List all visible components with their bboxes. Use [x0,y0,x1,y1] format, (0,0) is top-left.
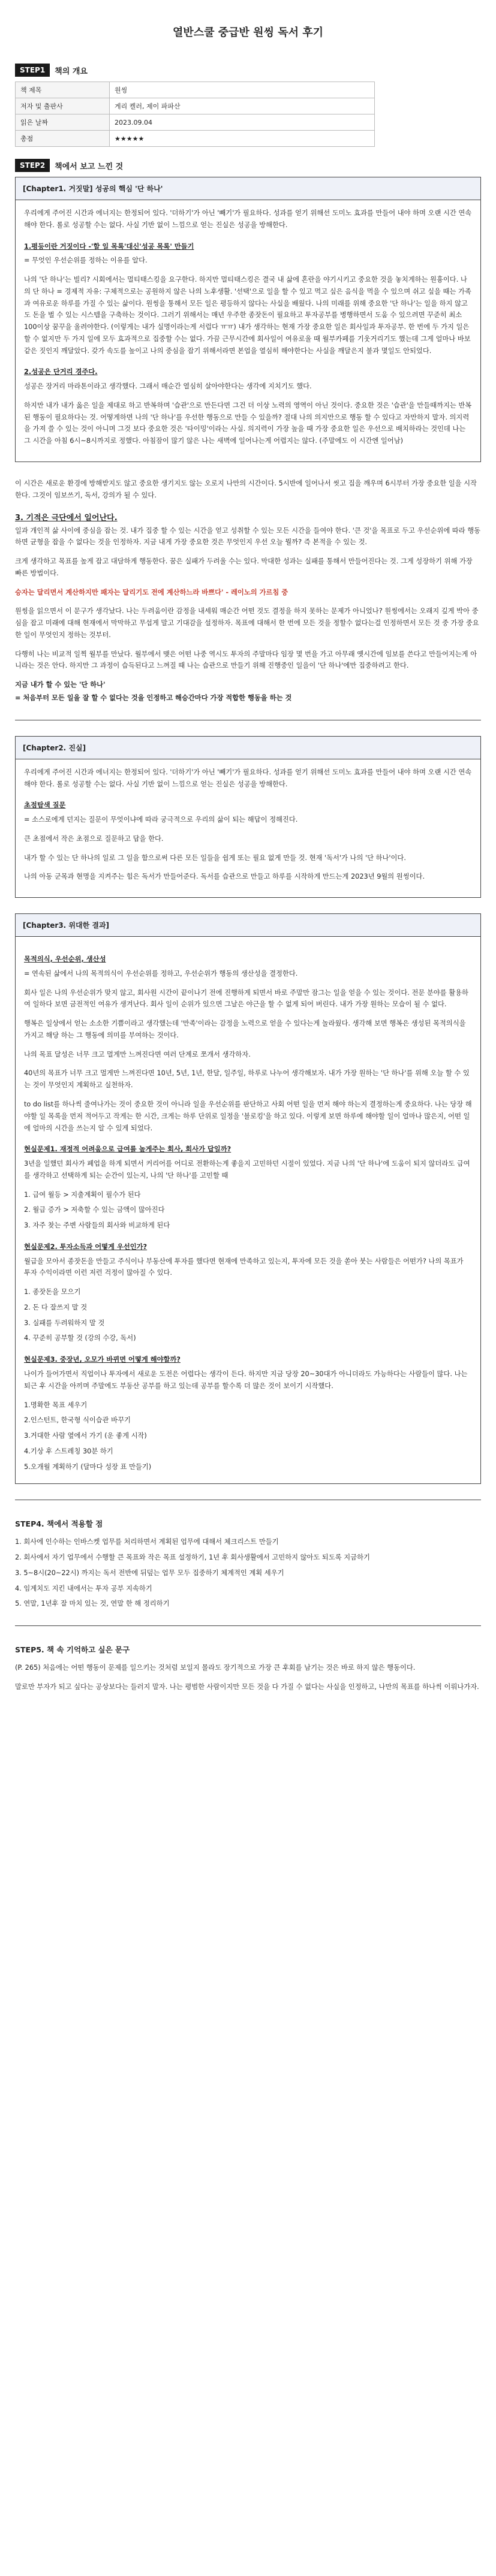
chapter3-body [16,937,480,1483]
list-item: 2. 돈 다 잘쓰지 말 것 [24,1303,88,1311]
section-title: 현실문제3. 중장년, 오모가 바뀌면 어떻게 해야할까? [24,1356,181,1364]
paragraph: 우리에게 주어진 시간과 에너지는 한정되어 있다. '더하기'가 아닌 '빼기'가 필요하다. 성과를 얻기 위해선 도미노 효과를 만들어 내야 하며 오랜 시간 연속해야 한다. 롤로 성공할 수는 없다. 사실 기반 없이 느낌으로 얻는 진실은 성공을 방해한다. [24,768,472,788]
info-key: 책 제목 [16,82,110,98]
divider [15,1625,481,1626]
list-item: 4. 꾸준히 공부할 것 (강의 수강, 독서) [24,1334,136,1343]
key-quote-title: 지금 내가 할 수 있는 '단 하나' [15,681,106,689]
section-title: 현실문제2. 투자소득과 어떻게 우선인가? [24,1242,148,1251]
list-item: 3.거대한 사람 옆에서 가기 (운 좋게 시작) [24,1432,147,1440]
page [15,0,481,1718]
list-item: 4.기상 후 스트레칭 30분 하기 [24,1447,113,1455]
paragraph: 나의 아동 군목과 현명을 지켜주는 힘은 독서가 만들어준다. 독서를 습관으로 만들고 하루를 시작하게 만드는게 2023년 9월의 원씽이다. [24,873,425,881]
step1-title: 책의 개요 [55,67,88,76]
paragraph: 행복은 일상에서 얻는 소소한 기쁨이라고 생각했는데 '만족'이라는 감정을 노력으로 얻을 수 있다는게 놀라웠다. 생각해 보면 행복은 생성된 목적의식을 가지고 해당 하는 그 행동에 의미를 부여하는 것이다. [24,1019,466,1039]
section-title: 1.평등이란 거짓이다 -'할 일 목록'대신'성공 목록' 만들기 [24,242,194,251]
chapter3-heading: [Chapter3. 위대한 결과] [16,914,480,937]
section-title: 목적의식, 우선순위, 생산성 [24,955,106,964]
paragraph: 다행히 나는 비교적 일찍 월부를 만났다. 월부에서 맺은 어떤 나중 역시도 투자의 주말마다 임장 몇 번을 가고 아무래 옛시간에 임보를 쓴다고 만들어지는게 아니라는 것은 안다. 하지만 그 과정이 습득된다고 느껴질 때 나는 습관으로 만들기 위해 진행중인 일을이 '단 하나'에만 집중하려고 한다. [15,650,477,670]
info-value: 원씽 [110,82,375,98]
step2-badge: STEP2 [15,159,50,172]
closing-paragraph: 말로만 부자가 되고 싶다는 공상보다는 들러지 말자. 나는 평범한 사람이지만 모든 것을 다 가질 수 없다는 사실을 인정하고, 나만의 목표를 하나씩 이뤄나가자. [15,1682,479,1691]
paragraph: 나의 '단 하나'는 빌리? 시회에서는 멀티태스킹을 요구한다. 하지만 멀티태스킹은 결국 내 삶에 혼란을 야기시키고 중요한 것을 놓치게하는 원흉이다. 나의 단 하나 = 경제적 자유: 구체적으로는 공원하지 않은 나의 노후생활. '선택'으로 일을 할 수 있고 먹고 싶은 음식을 먹을 수 있으며 쉬고 싶을 때는 가족과 여유로운 하루를 가질 수 있는 삶이다. 원씽을 통해서 모든 일은 평등하지 않다는 사실을 배웠다. 나의 미래를 위해 중요한 '단 하나'는 일을 하지 않고도 돈을 벌 수 있는 시스템을 구축하는 것이다. 그러기 위해서는 매년 우주한 종잣돈이 필요하고 투자공부를 병행하면서 도움 수 있으려면 꾸준히 최소 100이상 꿈꾸을 올려야한다. (이렇게는 내가 실명이라는게 서럽다 ㅠㅠ) 내가 생각하는 현재 가장 중요한 일은 회사일과 투자공부. 한 번에 두 가지 일은 할 수 없지만 두 가지 일에 모두 효과적으로 집중할 수는 없다. 가끔 근무시간에 회사일이 여유로울 때 월부카페를 기웃거리기도 했는데 그게 얼마나 바보같은 짓인지 깨달았다. 갖가 속도를 높이고 나의 중심을 잡기 위해서라면 본업을 열심히 해야한다는 사실을 깨달은지 불과 몇일도 안되었다. [24,276,471,355]
paragraph: 크게 생각하고 목표를 높게 잡고 대담하게 행동한다. 꿈은 실패가 두려울 수는 있다. 막대한 성과는 실패를 통해서 만들어진다는 것. 그게 성장하기 위해 가장 빠른 방법이다. [15,557,473,577]
chapter1-heading: [Chapter1. 거짓말] 성공의 핵심 '단 하나' [16,177,480,200]
step5-title: STEP5. 책 속 기억하고 싶은 문구 [15,1645,130,1655]
table-row [16,114,375,131]
list-item: 2. 월급 증가 > 저축할 수 있는 금액이 많아진다 [24,1206,165,1214]
list-item: 2. 회사에서 자기 업무에서 수행할 큰 목표와 작은 목표 설정하기, 1년 후 회사생활에서 고민하지 않아도 되도록 지금하기 [15,1554,370,1562]
list-item: 2.인스턴트, 한국형 식이습관 바꾸기 [24,1416,131,1425]
list-item: 3. 실패를 두려워하지 말 것 [24,1319,105,1327]
paragraph: 이 시간은 새로운 환경에 방해받지도 않고 중요한 생기지도 않는 오로지 나만의 시간이다. 5시반에 일어나서 씻고 집을 깨우며 6시부터 가장 중요한 일을 시작한다. 그것이 임보쓰기, 독서, 강의가 될 수 있다. [15,479,477,499]
paragraph: 나의 목표 달성은 너무 크고 멀게만 느껴진다면 여러 단계로 쪼개서 생각하자. [24,1050,251,1058]
info-key: 저자 및 출판사 [16,98,110,114]
quote-paragraph: (P. 265) 처음에는 어떤 행동이 문제를 일으키는 것처럼 보일지 몰라도 장기적으로 가장 큰 후회를 남기는 것은 바로 하지 않은 행동이다. [15,1664,416,1672]
list-item: 1. 회사에 인수하는 인바스켓 업무를 처리하면서 계획된 업무에 대해서 체크리스트 만들기 [15,1538,279,1546]
chapter2-heading: [Chapter2. 진실] [16,737,480,759]
info-key: 읽은 날짜 [16,114,110,131]
paragraph: 40년의 목표가 너무 크고 멀게만 느껴진다면 10년, 5년, 1년, 한달, 일주일, 하루로 나누어 생각해보자. 내가 가장 원하는 '단 하나'를 위해 오늘 할 수 있는 것이 무엇인지 계획하고 실천하자. [24,1069,470,1090]
section-title: 2.성공은 단거리 경주다. [24,368,98,376]
paragraph: 성공은 장거리 마라톤이라고 생각했다. 그래서 매순간 열심히 살아야한다는 생각에 지치기도 했다. [24,382,312,391]
section-title: 초점탐색 질문 [24,801,66,810]
list-item: 1. 급여 월등 > 지출계획이 필수가 된다 [24,1190,141,1199]
paragraph: 회사 일은 나의 우선순위가 맞지 않고, 회사원 시간이 끝이나기 전에 진행하게 되면서 바로 주말만 잠그는 일을 얻을 수 있는 것이다. 전문 분야를 활용하여 일하다 보면 금전적인 여유가 생겨난다. 회사 일이 순위가 있으면 그날은 야근을 할 수 없게 되어 버린다. 내가 가장 원하는 모습이 될 수 없다. [24,988,468,1009]
paragraph: 3년을 일했던 회사가 폐업을 하게 되면서 커리어를 어디로 전환하는게 좋을지 고민하던 시절이 있었다. 지금 나의 '단 하나'에 도움이 되지 않더라도 급여를 생각하고 선택하게 되는 순간이 있는지, 나의 '단 하나'를 고민할 때 [24,1160,470,1180]
step1-badge: STEP1 [15,64,50,77]
paragraph: = 소스로에게 던지는 질문이 무엇이냐에 따라 궁극적으로 우리의 삶이 되는 해답이 정해진다. [24,816,298,824]
step4-title: STEP4. 책에서 적용할 점 [15,1519,103,1529]
key-quote-body: = 처음부터 모든 일을 잘 할 수 없다는 것을 인정하고 해승간마다 가장 적합한 행동을 하는 것 [15,693,292,702]
chapter1-body [16,200,480,461]
paragraph: 원씽을 읽으면서 이 문구가 생각났다. 나는 두려움이란 감정을 내세워 매순간 어떤 것도 결정을 하지 못하는 문제가 아니었나? 원씽에서는 오래지 깊게 박아 중심을 잡고 미래에 대해 현재에서 막막하고 무섭게 말고 기대감을 설정하자. 목표에 대해서 한 번에 모든 것을 정할수 없다는걸 인정하면서 모든 것 중 가장 중요한 일이 무엇인지 정하는 것부터. [15,607,479,639]
chapter3-box [15,913,481,1484]
table-row [16,82,375,98]
section-title: 현실문제1. 재정적 어려움으로 급여를 높게주는 회사, 회사가 답일까? [24,1145,232,1154]
section-title: 3. 기적은 극단에서 일어난다. [15,513,118,523]
list-item: 3. 자주 찾는 주변 사람들의 회사와 비교하게 된다 [24,1221,170,1230]
chapter2-box [15,736,481,898]
chapter1-box [15,177,481,462]
paragraph: 나이가 들어가면서 직업이나 투자에서 새로운 도전은 어렵다는 생각이 든다. 하지만 지금 당장 20~30대가 아니더라도 가능하다는 사람들이 많다. 나는 퇴근 후 시간을 아끼며 주말에도 부동산 공부를 하고 있는데 공부를 할수록 더 많은 것이 보이기 시작했다. [24,1370,468,1390]
rating-stars: ★★★★★ [110,131,375,147]
book-info-table [15,82,375,147]
paragraph: 월급을 모아서 종잣돈을 만들고 주식이나 부동산에 투자를 했다면 현재에 만족하고 있는지, 투자에 모든 것을 쏟아 붓는 사람들은 어떤가? 나의 목표가 투자 수익이라면 이런 저런 걱정이 많아질 수 있다. [24,1257,464,1277]
list-item: 1. 종잣돈을 모으기 [24,1288,81,1296]
list-item: 5. 연말, 1년후 잘 마치 있는 것, 연말 한 해 정리하기 [15,1600,170,1608]
info-key: 총점 [16,131,110,147]
list-item: 3. 5~8시(20~22시) 까지는 독서 전반에 뒤덮는 업무 모두 집중하기 체계적인 계획 세우기 [15,1568,284,1577]
paragraph: = 연속된 삶에서 나의 목적의식이 우선순위를 정하고, 우선순위가 행동의 생산성을 결정한다. [24,969,298,978]
page-title: 열반스쿨 중급반 원씽 독서 후기 [172,26,324,39]
paragraph: 일과 개인적 삶 사이에 중심을 잡는 것. 내가 집중 할 수 있는 시간을 얻고 성취할 수 있는 모든 시간을 들여야 한다. '큰 것'을 목표로 두고 우선순위에 따라 행동하면 균형을 잡을 수 없다는 것을 인정하자. 지금 내게 가장 중요한 것은 무엇인지 우선 오늘 뭘까? 즉 본적을 수 있는 것. [15,526,481,547]
paragraph: 하지만 내가 내가 옳은 일을 제대로 하고 반복하며 '습관'으로 만든다면 그건 더 이상 노력의 영역이 아닌 것이다. 중요한 것은 '습관'을 만들때까지는 반복된 행동이 필요하다는 것. 어떻게하면 나의 '단 하나'를 우선한 행동으로 만들 수 있을까? 절대 나의 의지만으로 행동 할 수 있다고 자만하지 말자. 의지력을 가져 쓸 수 있는 것이 아니며 그것 보다 중요한 것은 '타이밍'이라는 사실. 의지력이 가장 높을 때 가장 중요한 일은 우선으로 배치하라는 것인데 나는 그 시간을 아침 6시~8시까지로 정했다. 아침잠이 많기 않은 나는 새벽에 일어나는게 어렵지는 않다. (주말에도 이 시간엔 일어남) [24,401,472,445]
paragraph: 내가 할 수 있는 단 하나의 일로 그 일을 함으로써 다른 모든 일들을 쉽게 또는 필요 없게 만들 것. 현재 '독서'가 나의 '단 하나'이다. [24,853,406,862]
table-row [16,131,375,147]
paragraph: 큰 초점에서 작은 초점으로 질문하고 답을 한다. [24,834,164,843]
info-value: 게리 켈러, 제이 파파산 [110,98,375,114]
chapter1-intro: 우리에게 주어진 시간과 에너지는 한정되어 있다. '더하기'가 아닌 '빼기'가 필요하다. 성과를 얻기 위해선 도미노 효과를 만들어 내야 하며 오랜 시간 연속해야 한다. 롤로 성공할 수는 없다. 사실 기반 없이 느낌으로 얻는 진실은 성공을 방해한다. [24,209,472,229]
list-item: 4. 임계치도 지킨 내에서는 투자 공부 지속하기 [15,1584,152,1592]
step2-header [15,159,481,172]
info-value: 2023.09.04 [110,114,375,131]
highlight-quote: 승자는 달리면서 계산하지만 패자는 달리기도 전에 계산하느라 바쁘다' - 레이노의 가르침 중 [15,588,288,596]
step1-header [15,64,481,77]
table-row [16,98,375,114]
chapter2-body [16,759,480,897]
step2-title: 책에서 보고 느낀 것 [55,162,124,171]
section-subtitle: = 무엇인 우선순위를 정하는 이유를 알다. [24,257,148,265]
paragraph: to do list를 하나씩 줄여나가는 것이 중요한 것이 아니라 일을 우선순위를 판단하고 사회 어떤 일을 먼저 해야 하는지 결정하는게 중요하다. 나는 당장 해야할 일 목록을 먼저 적어두고 작게는 한 시간, 크게는 하루 단위로 일정을 '블로킹'을 하고 있다. 이렇게 보면 하루에 해야할 일이 얼마나 많은지, 어떤 일에 얼마의 시간을 쓰는지 알 수 있게 되었다. [24,1100,472,1132]
list-item: 1.명확한 목표 세우기 [24,1401,88,1409]
list-item: 5.오개월 계획하기 (달마다 성장 표 만들기) [24,1462,152,1471]
